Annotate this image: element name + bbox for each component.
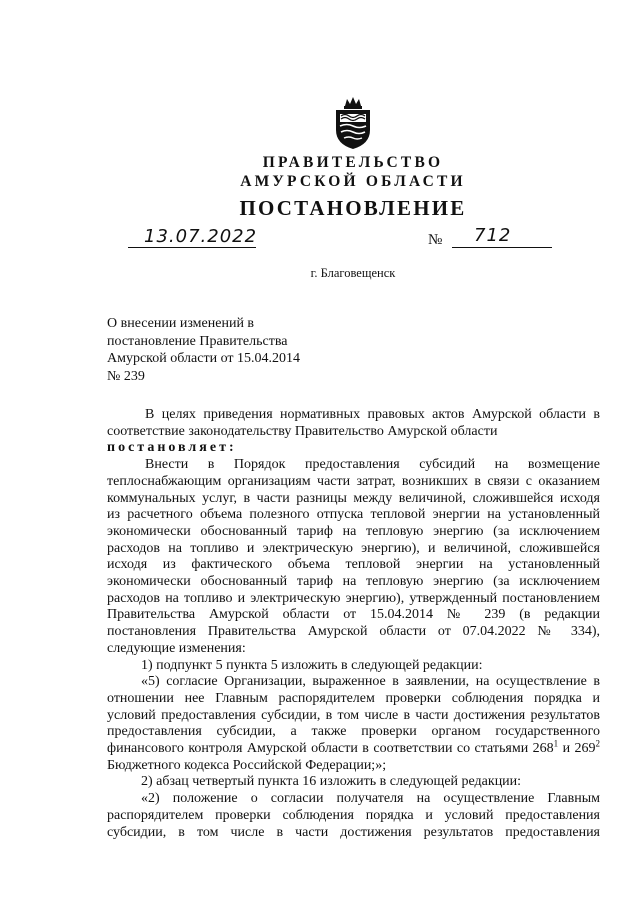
body-line: условий предоставления субсидии, в том числе в части достижения результатов [107, 707, 600, 723]
organization-name-line1: ПРАВИТЕЛЬСТВО [262, 154, 444, 171]
title-line: О внесении изменений в [107, 316, 255, 331]
body-line: постановления Правительства Амурской области от 07.04.2022 № 334), [107, 624, 600, 640]
superscript: 2 [595, 738, 601, 749]
body-line: расходов на топливо и электрическую энергию), и величиной, сложившейся [107, 540, 600, 556]
date-underline [128, 247, 256, 248]
body-line: Правительства Амурской области от 15.04.2014 № 239 (в редакции [107, 607, 600, 623]
amendment-item-1: 1) подпункт 5 пункта 5 изложить в следующей редакции: [141, 657, 483, 673]
body-line: экономически обоснованный тариф на тепловую энергию (за исключением [107, 523, 600, 539]
body-text: и 269 [558, 741, 596, 757]
city: г. Благовещенск [310, 266, 396, 280]
coat-of-arms-icon [331, 96, 375, 150]
superscript: 1 [553, 738, 559, 749]
title-line: Амурской области от 15.04.2014 [107, 351, 300, 366]
body-line [107, 738, 601, 758]
body-line: «5) согласие Организации, выраженное в заявлении, на осуществление в [141, 674, 600, 690]
body-line: следующие изменения: [107, 640, 246, 656]
body-line: распорядителем проверки соблюдения порядка и условий предоставления [107, 807, 600, 823]
body-line: «2) положение о согласии получателя на осуществление Главным [141, 791, 600, 807]
body-line: предоставления субсидии, а также проверки органом государственного [107, 724, 600, 740]
document-body [107, 407, 600, 841]
body-line: теплоснабжающим организациям части затрат, возникших в связи с оказанием [107, 473, 600, 489]
body-line: расходов на топливо и электрическую энергию), утвержденный постановлением [107, 590, 600, 606]
body-text: финансового контроля Амурской области в соответствии со статьями 268 [107, 741, 554, 757]
body-line: из расчетного объема полезного отпуска тепловой энергии на установленный [107, 507, 600, 523]
resolves-word: постановляет: [107, 440, 237, 456]
body-line: субсидии, в том числе в части достижения результатов предоставления [107, 824, 600, 840]
body-line: исходя из фактического объема тепловой энергии на установленный [107, 557, 600, 573]
body-line: Внести в Порядок предоставления субсидий на возмещение [145, 457, 600, 473]
title-line: № 239 [107, 368, 145, 384]
body-line: Бюджетного кодекса Российской Федерации;»; [107, 757, 387, 773]
body-line: соответствие законодательству Правительство Амурской области [107, 423, 498, 439]
amendment-item-2: 2) абзац четвертый пункта 16 изложить в следующей редакции: [141, 774, 522, 790]
body-line: коммунальных услуг, в части разницы между величиной, сложившейся исходя [107, 490, 600, 506]
document-title [107, 315, 300, 385]
title-line: постановление Правительства [107, 333, 288, 349]
body-line: экономически обоснованный тариф на тепловую энергию (за исключением [107, 574, 600, 590]
body-line: отношении нее Главным распорядителем проверки соблюдения порядка и [107, 690, 600, 706]
organization-name-line2: АМУРСКОЙ ОБЛАСТИ [240, 173, 466, 190]
document-date: 13.07.2022 [144, 226, 258, 247]
body-line: В целях приведения нормативных правовых актов Амурской области в [145, 407, 600, 422]
number-underline [452, 247, 552, 248]
document-type: ПОСТАНОВЛЕНИЕ [239, 196, 467, 220]
document-number: 712 [474, 225, 512, 246]
number-label: № [428, 232, 443, 248]
